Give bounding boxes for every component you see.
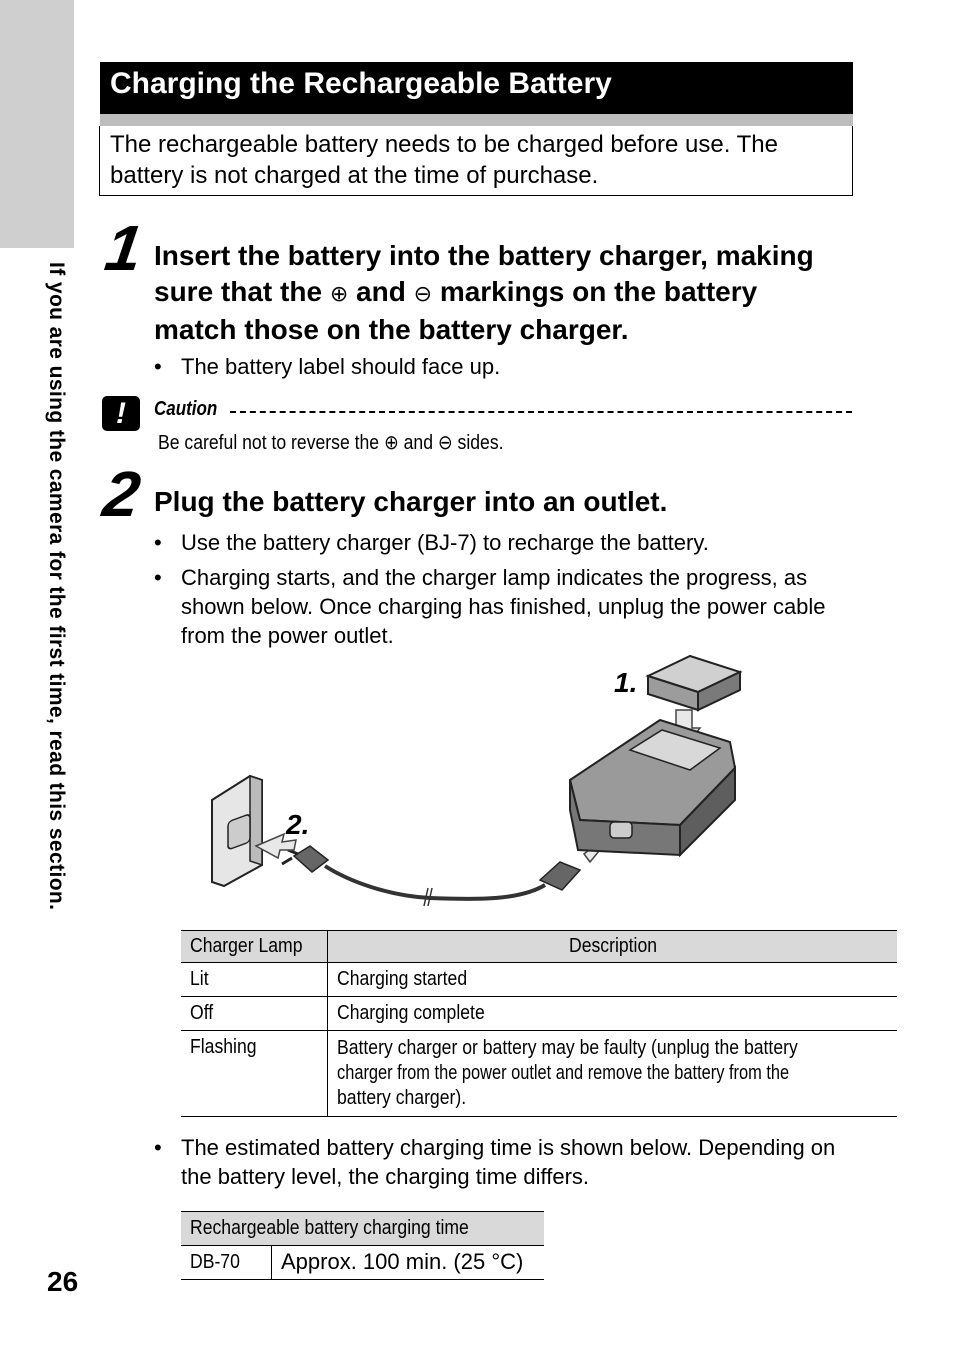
step-1-title-line: Insert the battery into the battery charger, making <box>154 240 814 271</box>
table-header-row <box>181 931 897 963</box>
list-item: • The estimated battery charging time is shown below. Depending on the battery level, the charging time differs. <box>154 1133 854 1191</box>
cell-text: DB-70 <box>190 1251 240 1273</box>
step-1-number: 1 <box>100 212 147 284</box>
power-cable <box>325 866 545 899</box>
list-item: • Charging starts, and the charger lamp indicates the progress, as shown below. Once charging has finished, unplug the power cable from the power outlet. <box>154 563 854 650</box>
table-header-text: Rechargeable battery charging time <box>190 1217 469 1239</box>
intro-line: battery is not charged at the time of purchase. <box>110 162 599 189</box>
plus-icon: ⊕ <box>329 281 349 306</box>
step-2-title: Plug the battery charger into an outlet. <box>154 486 668 517</box>
table-header-row <box>181 1212 544 1246</box>
illustration-label-2: 2. <box>286 809 310 840</box>
table-header <box>181 931 327 963</box>
list-item: • Use the battery charger (BJ-7) to recharge the battery. <box>154 528 854 557</box>
table-cell <box>327 997 897 1031</box>
table-cell <box>327 963 897 997</box>
step-1-title-text: sure that the <box>154 276 323 307</box>
minus-icon: ⊖ <box>437 432 453 454</box>
table-row <box>181 963 897 997</box>
table-header-text: Charger Lamp <box>190 935 303 957</box>
section-tab <box>0 0 74 248</box>
caution-text-part: and <box>403 432 434 454</box>
list-item: • The battery label should face up. <box>154 352 854 381</box>
table-cell <box>327 1031 897 1117</box>
battery-icon <box>648 656 740 710</box>
table-row <box>181 997 897 1031</box>
intro-line: The rechargeable battery needs to be charged before use. The <box>110 131 779 158</box>
table-row <box>181 1031 897 1117</box>
caution-text <box>158 430 504 455</box>
table-header <box>181 1212 544 1246</box>
plus-icon: ⊕ <box>383 432 399 454</box>
step-2-number: 2 <box>98 458 145 530</box>
cell-text: Off <box>190 1002 214 1024</box>
step-1-title-text: and <box>356 276 406 307</box>
cell-text: Lit <box>190 968 209 990</box>
table-cell <box>181 1246 272 1280</box>
step-1-title-line <box>154 274 854 312</box>
cell-text-line: battery charger). <box>336 1087 466 1109</box>
charging-time-note <box>154 1133 854 1197</box>
caution-divider <box>230 411 852 413</box>
table-row <box>181 1246 544 1280</box>
caution-text-part: sides. <box>457 432 504 454</box>
intro-box <box>99 126 853 196</box>
charging-time-table <box>181 1211 544 1280</box>
step-2-bullets <box>154 528 854 656</box>
caution-label: Caution <box>154 398 218 420</box>
step-1-title-line: match those on the battery charger. <box>154 314 629 345</box>
cell-text-line: Battery charger or battery may be faulty (unplug the battery <box>336 1037 798 1059</box>
step-1-title-text: markings on the battery <box>439 276 758 307</box>
table-cell <box>181 997 327 1031</box>
step-1-bullets <box>154 352 854 387</box>
connector-icon <box>540 862 580 890</box>
charger-illustration <box>200 650 760 920</box>
section-title: Charging the Rechargeable Battery <box>100 62 853 114</box>
illustration-label-1: 1. <box>614 667 638 698</box>
title-underbar <box>100 114 853 126</box>
caution-icon: ! <box>102 396 140 431</box>
battery-charger-icon <box>570 720 735 855</box>
cell-text: Charging started <box>336 968 467 990</box>
table-cell <box>181 963 327 997</box>
table-header <box>327 931 897 963</box>
caution-text-part: Be careful not to reverse the <box>158 432 380 454</box>
wall-outlet-icon <box>212 776 262 886</box>
step-1-title <box>154 238 854 348</box>
table-header-text: Description <box>568 935 657 957</box>
table-cell <box>181 1031 327 1117</box>
page-number: 26 <box>47 1266 79 1297</box>
minus-icon: ⊖ <box>413 281 433 306</box>
cell-text: Flashing <box>190 1036 257 1058</box>
side-tab-text: If you are using the camera for the first time, read this section. <box>45 262 68 911</box>
table-cell: Approx. 100 min. (25 °C) <box>272 1246 545 1280</box>
cell-text-line: charger from the power outlet and remove the battery from the <box>336 1062 789 1084</box>
charger-lamp-table <box>181 930 897 1117</box>
cell-text: Charging complete <box>336 1002 485 1024</box>
